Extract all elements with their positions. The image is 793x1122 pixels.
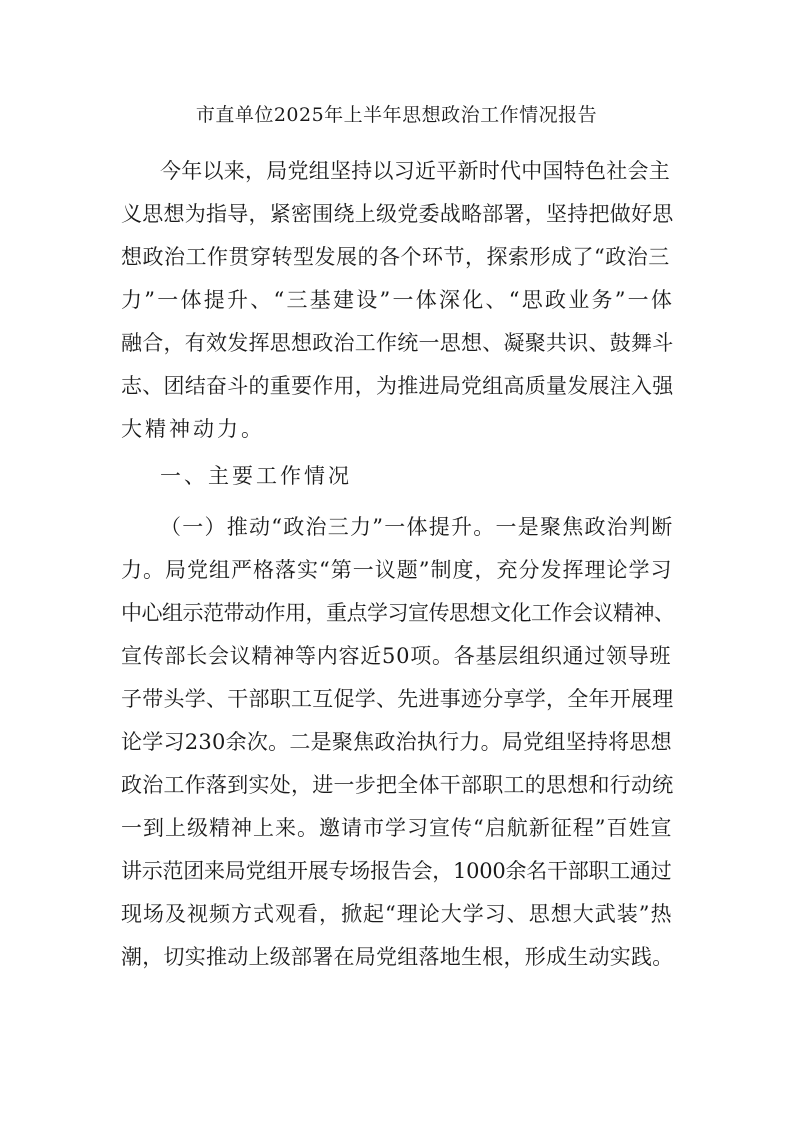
paragraph-2-line-5: 子带头学、干部职工互促学、先进事迹分享学，全年开展理 [121, 687, 674, 711]
paragraph-1-line-2: 义思想为指导，紧密围绕上级党委战略部署，坚持把做好思 [121, 202, 674, 226]
paragraph-1-line-1: 今年以来，局党组坚持以习近平新时代中国特色社会主 [160, 159, 670, 183]
paragraph-2-line-6: 论学习230余次。二是聚焦政治执行力。局党组坚持将思想 [121, 730, 672, 754]
paragraph-2-line-3: 中心组示范带动作用，重点学习宣传思想文化工作会议精神、 [121, 601, 675, 625]
paragraph-2-line-10: 现场及视频方式观看，掀起“理论大学习、思想大武装”热 [121, 902, 673, 926]
paragraph-2-line-2: 力。局党组严格落实“第一议题”制度，充分发挥理论学习 [121, 558, 673, 582]
paragraph-2-line-7: 政治工作落到实处，进一步把全体干部职工的思想和行动统 [121, 773, 674, 797]
paragraph-1-line-4: 力”一体提升、“三基建设”一体深化、“思政业务”一体 [121, 288, 675, 312]
paragraph-2-line-4: 宣传部长会议精神等内容近50项。各基层组织通过领导班 [121, 644, 672, 668]
paragraph-1-line-5: 融合，有效发挥思想政治工作统一思想、凝聚共识、鼓舞斗 [121, 331, 674, 355]
paragraph-1-line-3: 想政治工作贯穿转型发展的各个环节，探索形成了“政治三 [121, 245, 670, 269]
paragraph-2-line-1: （一）推动“政治三力”一体提升。一是聚焦政治判断 [160, 515, 674, 539]
document-title: 市直单位2025年上半年思想政治工作情况报告 [195, 104, 598, 126]
paragraph-2-line-8: 一到上级精神上来。邀请市学习宣传“启航新征程”百姓宣 [121, 816, 673, 840]
paragraph-2-line-11: 潮，切实推动上级部署在局党组落地生根，形成生动实践。 [121, 945, 674, 969]
paragraph-2-line-9: 讲示范团来局党组开展专场报告会，1000余名干部职工通过 [121, 859, 672, 883]
section-heading: 一、主要工作情况 [160, 464, 352, 488]
paragraph-1-line-7: 大精神动力。 [121, 417, 265, 441]
paragraph-1-line-6: 志、团结奋斗的重要作用，为推进局党组高质量发展注入强 [121, 374, 674, 398]
